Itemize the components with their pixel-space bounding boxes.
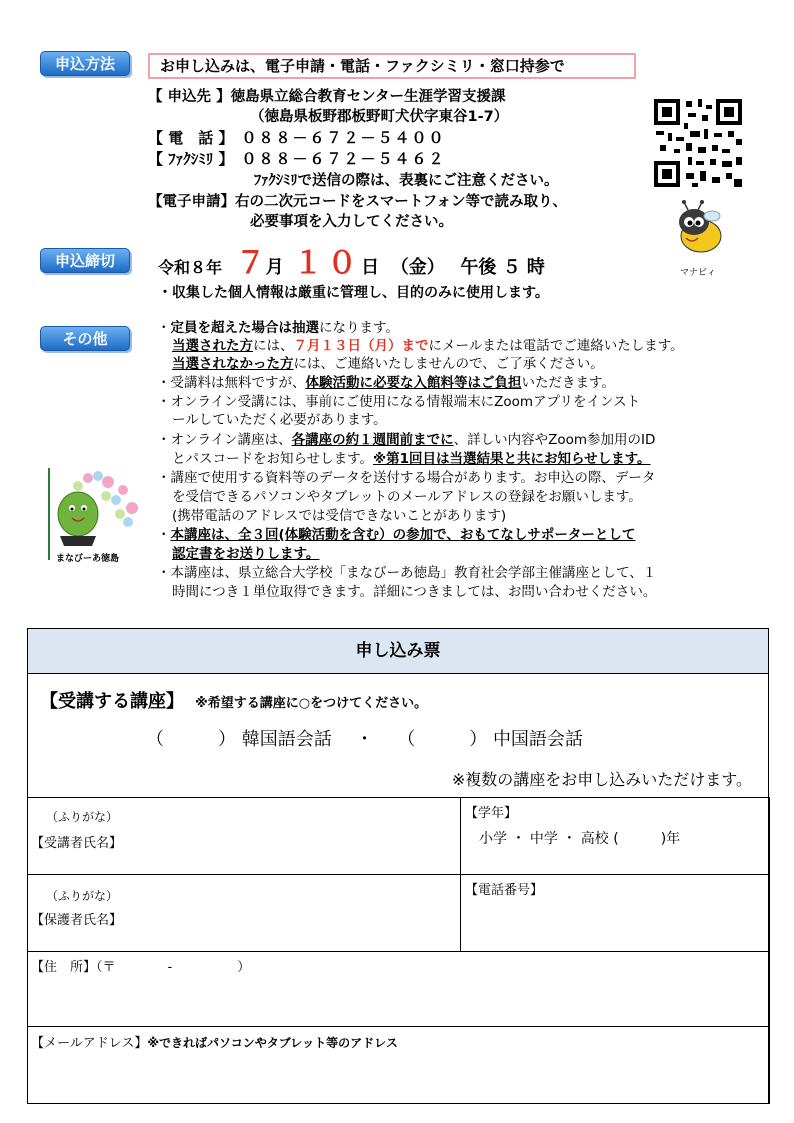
note-line-8-start: とパスコードをお知らせします。 bbox=[172, 451, 374, 467]
dest-row bbox=[148, 88, 506, 107]
deadline-month: ７ bbox=[235, 246, 266, 281]
deadline-date bbox=[158, 238, 545, 282]
note-line-2-mid: には、 bbox=[253, 338, 294, 354]
deadline-day: １０ bbox=[293, 246, 362, 281]
note-fee: 体験活動に必要な入館料等はご負担 bbox=[305, 375, 522, 391]
note-line-5: ・オンライン受講には、事前にご使用になる情報端末にZoomアプリをインスト bbox=[157, 394, 641, 410]
tel-label: 【 電 話 】 bbox=[148, 129, 234, 147]
dest-label: 【 申込先 】 bbox=[148, 89, 231, 105]
online-label: 【電子申請】 bbox=[148, 194, 235, 210]
student-name-label: 【受講者氏名】 bbox=[31, 836, 123, 851]
apply-method-tag: 申込方法 bbox=[40, 51, 130, 76]
guardian-name-field[interactable] bbox=[27, 874, 461, 952]
course-label: 【受講する講座】 bbox=[40, 691, 184, 712]
option-korean-checkbox[interactable]: （ ） bbox=[146, 729, 236, 750]
guardian-furigana-label: （ふりがな） bbox=[46, 889, 119, 903]
email-label: 【メールアドレス】 bbox=[31, 1036, 148, 1051]
tel-row bbox=[148, 129, 445, 148]
online-line2: 必要事項を入力してください。 bbox=[250, 214, 453, 230]
note-line-11: (携帯電話のアドレスでは受信できないことがあります) bbox=[172, 508, 507, 524]
form-title: 申し込み票 bbox=[28, 629, 768, 674]
manabia-logo-text: まなびーあ徳島 bbox=[56, 554, 120, 564]
phone-label: 【電話番号】 bbox=[465, 883, 544, 898]
guardian-name-label: 【保護者氏名】 bbox=[31, 913, 123, 928]
note-one-week: 各講座の約１週間前までに bbox=[291, 432, 454, 448]
note-line-7-end: 、詳しい内容やZoom参加用のID bbox=[453, 432, 656, 448]
note-contact-date: ７月１３日（月）まで bbox=[293, 338, 429, 354]
note-lottery: 定員を超えた場合は抽選 bbox=[170, 320, 319, 336]
tel-value: ０８８－６７２－５４００ bbox=[241, 129, 446, 147]
address-field[interactable] bbox=[27, 951, 770, 1027]
student-furigana-label: （ふりがな） bbox=[46, 810, 119, 824]
note-line-12 bbox=[157, 527, 635, 543]
note-line-6: ールしていただく必要があります。 bbox=[172, 412, 387, 428]
online-row bbox=[148, 193, 567, 212]
note-line-2-end: にメールまたは電話でご連絡いたします。 bbox=[428, 338, 684, 354]
multi-course-note: ※複数の講座をお申し込みいただけます。 bbox=[451, 770, 752, 789]
address: （徳島県板野郡板野町犬伏字東谷1-7） bbox=[250, 109, 509, 125]
course-note: ※希望する講座に○をつけてください。 bbox=[195, 696, 428, 711]
grade-options: 小学 ・ 中学 ・ 高校 ( )年 bbox=[479, 831, 681, 847]
deadline-time: 午後 ５ 時 bbox=[460, 257, 545, 278]
phone-field[interactable] bbox=[460, 874, 770, 952]
note-line-13: 認定書をお送りします。 bbox=[172, 546, 320, 562]
option-chinese-checkbox[interactable]: （ ） bbox=[397, 729, 488, 750]
deadline-day-unit: 日 bbox=[361, 257, 380, 278]
grade-field[interactable] bbox=[460, 797, 770, 875]
fax-value: ０８８－６７２－５４６２ bbox=[241, 150, 446, 168]
deadline-tag: 申込締切 bbox=[40, 248, 130, 273]
note-line-7 bbox=[157, 432, 655, 448]
mascot-name: マナビィ bbox=[680, 268, 716, 278]
online-line1: 右の二次元コードをスマートフォン等で読み取り、 bbox=[235, 194, 568, 210]
note-certificate: 本講座は、全３回(体験活動を含む）の参加で、おもてなしサポーターとして bbox=[170, 527, 636, 543]
note-line-15: 時間につき１単位取得できます。詳細につきましては、お問い合わせください。 bbox=[172, 584, 657, 600]
address-label: 【住 所】（〒 - ） bbox=[31, 960, 251, 975]
qr-code[interactable] bbox=[652, 97, 744, 189]
option-separator: ・ bbox=[355, 729, 374, 750]
note-winners: 当選された方 bbox=[172, 338, 253, 354]
apply-method-box: お申し込みは、電子申請・電話・ファクシミリ・窓口持参で bbox=[148, 53, 636, 79]
course-row bbox=[40, 687, 427, 713]
note-non-winners: 当選されなかった方 bbox=[172, 356, 294, 372]
note-line-7-start: ・オンライン講座は、 bbox=[157, 432, 292, 448]
option-chinese-label: 中国語会話 bbox=[492, 729, 583, 750]
application-form bbox=[27, 628, 769, 1104]
note-first-session: ※第1回目は当選結果と共にお知らせします。 bbox=[373, 451, 651, 467]
student-name-field[interactable] bbox=[27, 797, 461, 875]
dest-value: 徳島県立総合教育センター生涯学習支援課 bbox=[230, 89, 506, 105]
other-tag: その他 bbox=[40, 326, 130, 351]
note-line-1-end: になります。 bbox=[319, 320, 399, 336]
fax-label: 【 ﾌｧｸｼﾐﾘ 】 bbox=[148, 150, 234, 168]
note-line-14: ・本講座は、県立総合大学校「まなびーあ徳島」教育社会学部主催講座として、１ bbox=[157, 565, 657, 581]
note-line-4 bbox=[157, 375, 615, 391]
note-line-4-start: ・受講料は無料ですが、 bbox=[157, 375, 306, 391]
fax-row bbox=[148, 150, 445, 169]
note-bullet: ・ bbox=[157, 527, 171, 543]
bee-mascot-icon bbox=[668, 198, 730, 258]
note-line-8 bbox=[172, 451, 651, 467]
note-line-4-end: いただきます。 bbox=[521, 375, 615, 391]
note-line-3-end: には、ご連絡いたしませんので、ご了承ください。 bbox=[293, 356, 604, 372]
note-line-10: を受信できるパソコンやタブレットのメールアドレスの登録をお願いします。 bbox=[172, 489, 642, 505]
email-note: ※できればパソコンやタブレット等のアドレス bbox=[147, 1036, 398, 1050]
manabia-logo-icon bbox=[48, 468, 143, 560]
note-bullet: ・ bbox=[157, 320, 171, 336]
deadline-era: 令和８年 bbox=[158, 258, 223, 277]
deadline-month-unit: 月 bbox=[265, 257, 284, 278]
grade-label: 【学年】 bbox=[465, 806, 518, 821]
fax-note: ﾌｧｸｼﾐﾘで送信の際は、表裏にご注意ください。 bbox=[254, 173, 559, 189]
note-line-2 bbox=[172, 338, 684, 354]
deadline-weekday: （金） bbox=[390, 257, 445, 278]
course-options bbox=[146, 725, 583, 751]
note-line-1 bbox=[157, 320, 399, 336]
note-line-9: ・講座で使用する資料等のデータを送付する場合があります。お申込の際、データ bbox=[157, 470, 656, 486]
option-korean-label: 韓国語会話 bbox=[241, 729, 332, 750]
email-label-row bbox=[31, 1032, 398, 1051]
privacy-note: ・収集した個人情報は厳重に管理し、目的のみに使用します。 bbox=[158, 285, 549, 301]
email-field[interactable] bbox=[27, 1026, 770, 1104]
note-line-3 bbox=[172, 356, 604, 372]
